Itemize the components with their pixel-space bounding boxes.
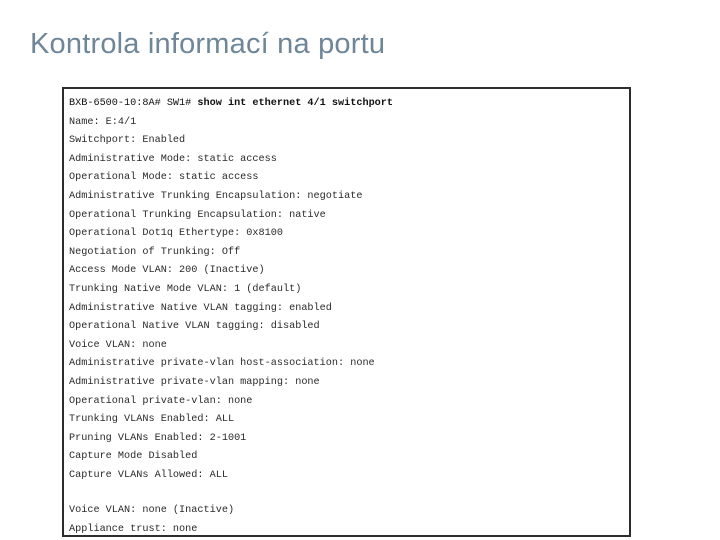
terminal-line: Administrative Trunking Encapsulation: negotiate [69, 190, 363, 202]
terminal-line: Pruning VLANs Enabled: 2-1001 [69, 432, 247, 444]
terminal-line: Trunking VLANs Enabled: ALL [69, 414, 235, 426]
terminal-line: Switchport: Enabled [69, 135, 186, 147]
terminal-line: Access Mode VLAN: 200 (Inactive) [69, 265, 265, 277]
terminal-line: Appliance trust: none [69, 524, 198, 536]
command-text: show int ethernet 4/1 switchport [197, 98, 394, 109]
terminal-line: Administrative Mode: static access [69, 153, 277, 165]
terminal-line: Capture Mode Disabled [69, 451, 198, 463]
terminal-line: Capture VLANs Allowed: ALL [69, 469, 228, 481]
terminal-output [62, 87, 631, 537]
terminal-lines [69, 114, 629, 540]
terminal-line: Administrative private-vlan host-association: none [69, 358, 375, 370]
terminal-line: Trunking Native Mode VLAN: 1 (default) [69, 283, 302, 295]
terminal-line: Administrative Native VLAN tagging: enabled [69, 302, 332, 314]
terminal-line: Voice VLAN: none [69, 339, 167, 351]
terminal-blank-line [69, 485, 629, 502]
terminal-line: Operational private-vlan: none [69, 395, 253, 407]
terminal-line: Negotiation of Trunking: Off [69, 246, 241, 258]
command-line [69, 95, 629, 114]
slide-title: Kontrola informací na portu [30, 28, 386, 60]
terminal-line: Voice VLAN: none (Inactive) [69, 505, 235, 517]
terminal-line: Operational Dot1q Ethertype: 0x8100 [69, 228, 283, 240]
terminal-line: Operational Mode: static access [69, 172, 259, 184]
terminal-line: Operational Trunking Encapsulation: native [69, 209, 326, 221]
terminal-line: Name: E:4/1 [69, 116, 137, 128]
terminal-line: Operational Native VLAN tagging: disabled [69, 321, 320, 333]
terminal-line: Administrative private-vlan mapping: none [69, 376, 320, 388]
command-prompt: BXB-6500-10:8A# SW1# [69, 98, 198, 109]
